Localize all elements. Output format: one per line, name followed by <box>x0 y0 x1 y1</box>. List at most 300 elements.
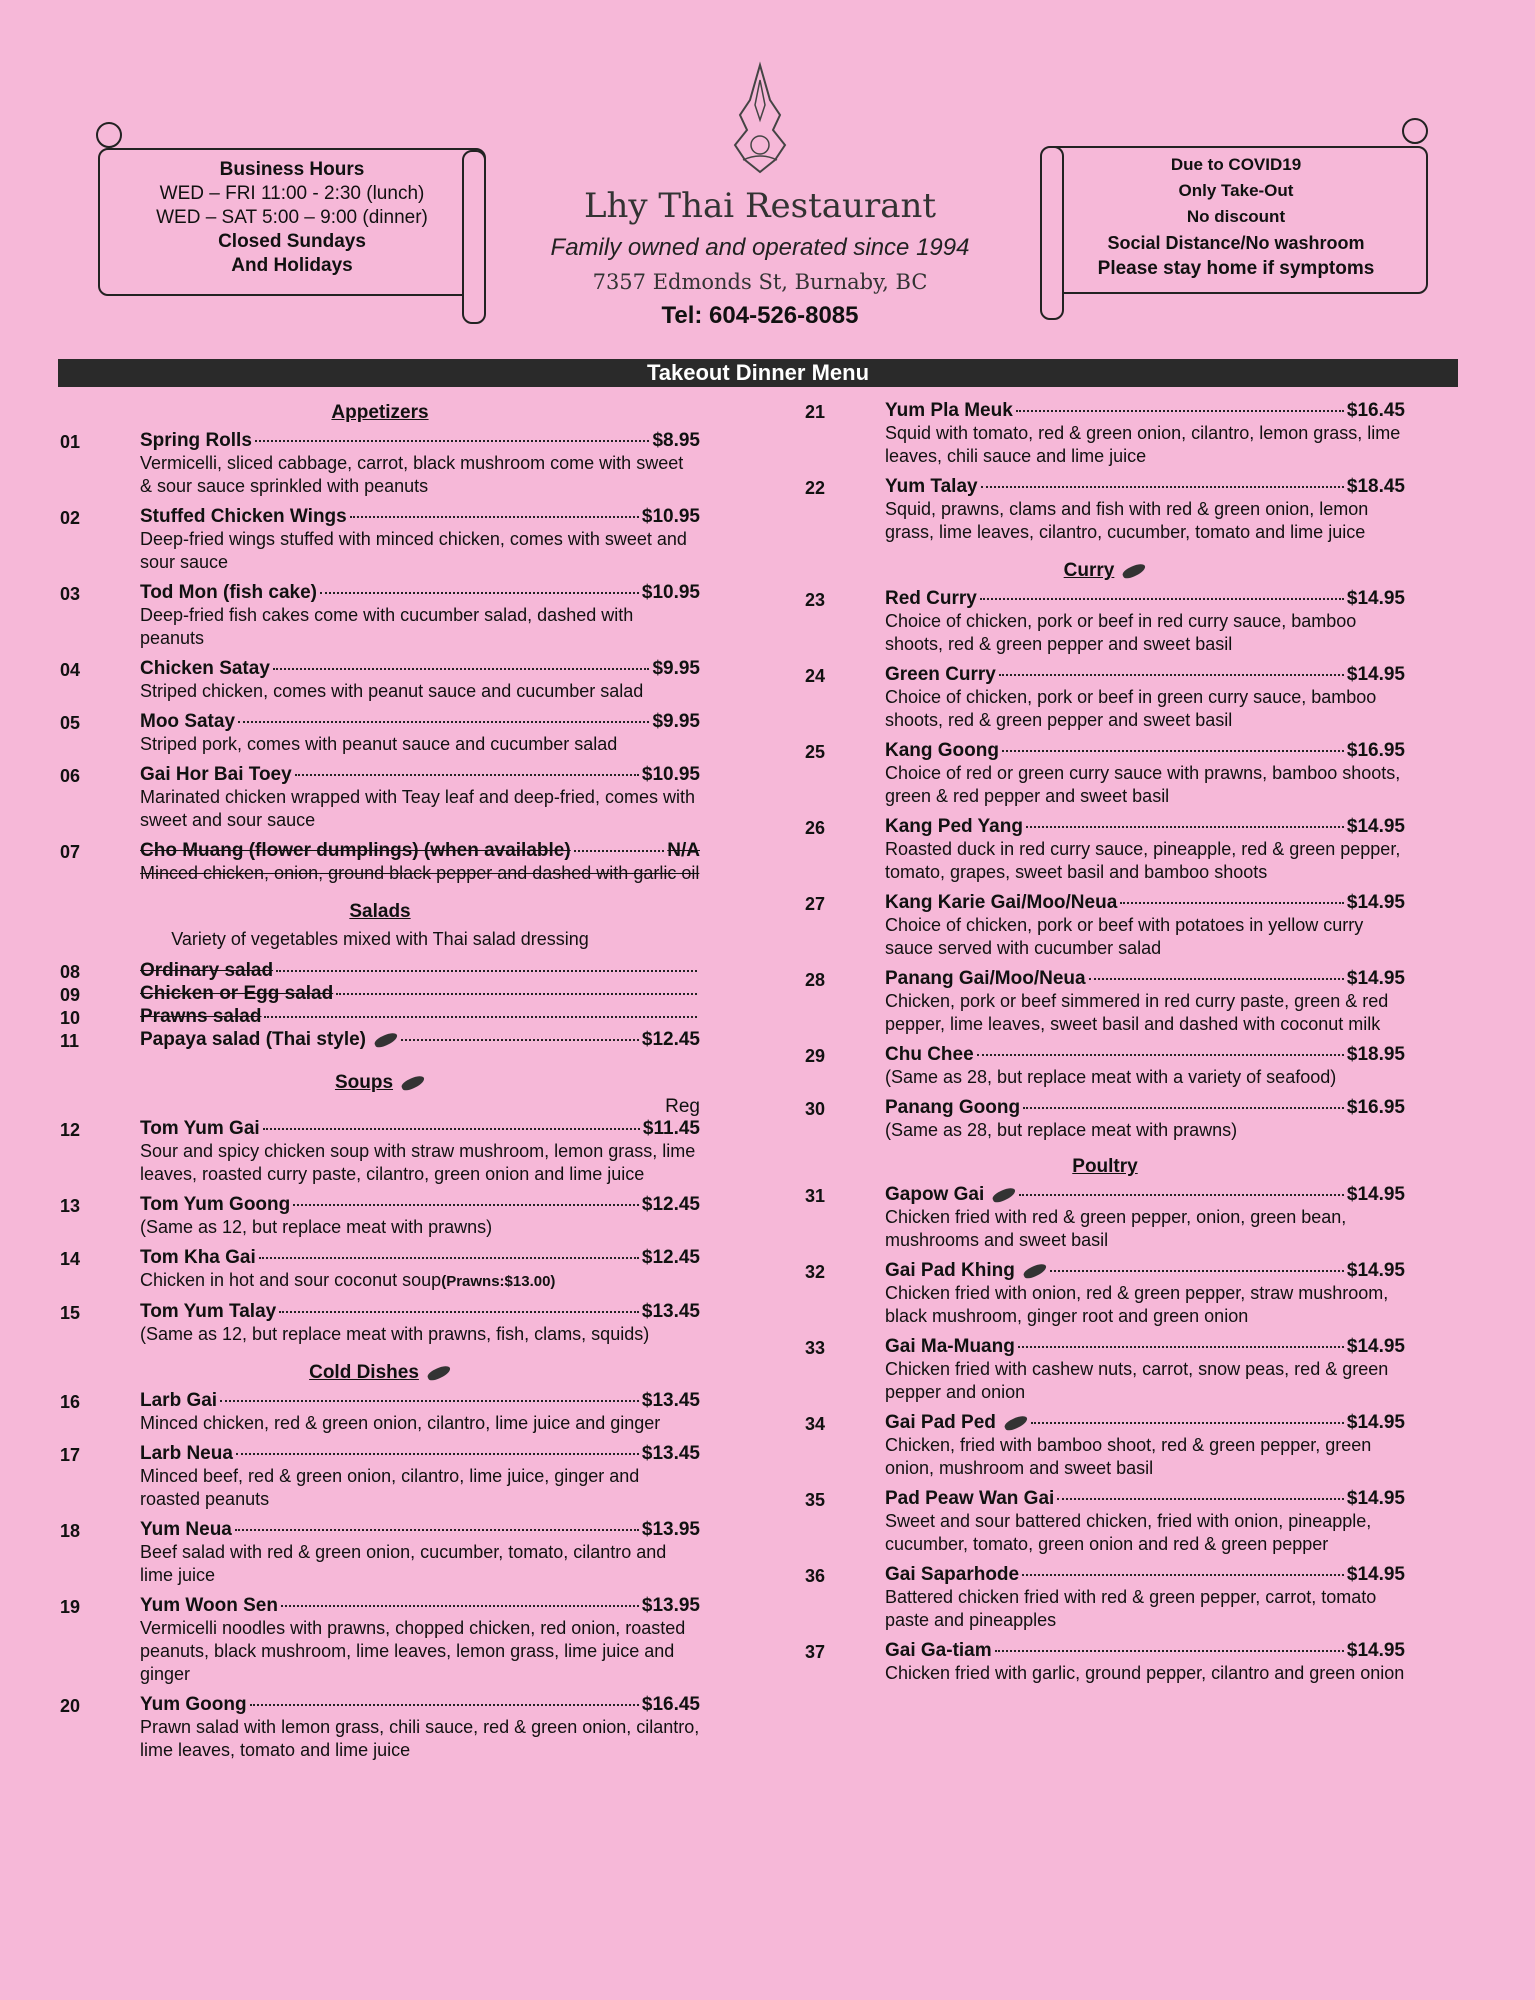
item-number: 33 <box>805 1338 826 1358</box>
item-number: 11 <box>60 1031 80 1051</box>
salads-subtitle: Variety of vegetables mixed with Thai salad dressing <box>171 929 589 949</box>
notice-line: Only Take-Out <box>1178 181 1294 200</box>
item-body <box>885 1640 1405 1685</box>
item-body <box>885 476 1405 544</box>
item-number: 13 <box>60 1196 81 1216</box>
item-name-line <box>885 1044 1405 1066</box>
dot-leader <box>981 486 1344 488</box>
item-number: 12 <box>60 1120 81 1140</box>
item-name-line <box>885 1564 1405 1586</box>
chili-pepper-icon <box>400 1073 426 1092</box>
item-description-text: Prawn salad with lemon grass, chili sauce, red & green onion, cilantro, lime leaves, tomato and lime juice <box>140 1717 700 1760</box>
item-number: 23 <box>805 590 826 610</box>
soups-list <box>60 1118 700 1346</box>
item-body <box>140 430 700 498</box>
item-price: $18.45 <box>1346 476 1405 497</box>
item-price: $10.95 <box>641 764 700 785</box>
item-price: $10.95 <box>641 582 700 603</box>
item-name-line <box>140 1301 700 1323</box>
item-name-line <box>140 840 700 862</box>
item-description-text: Choice of chicken, pork or beef in red curry sauce, bamboo shoots, red & green pepper and sweet basil <box>885 611 1357 654</box>
item-description <box>885 686 1405 732</box>
section-title-curry <box>805 560 1405 582</box>
menu-item <box>805 1184 1405 1252</box>
item-description-text: Squid with tomato, red & green onion, cilantro, lemon grass, lime leaves, chili sauce and lime juice <box>885 423 1401 466</box>
item-description <box>140 1465 700 1511</box>
item-name-line <box>140 764 700 786</box>
item-number: 27 <box>805 894 826 914</box>
item-body <box>140 1029 700 1052</box>
item-body <box>885 1336 1405 1404</box>
item-description <box>885 498 1405 544</box>
item-price: $8.95 <box>652 430 700 451</box>
dot-leader <box>980 598 1344 600</box>
item-description-text: (Same as 28, but replace meat with prawns) <box>885 1120 1238 1140</box>
item-number: 28 <box>805 970 826 990</box>
item-description-text: Sweet and sour battered chicken, fried with onion, pineapple, cucumber, tomato, green onion and red & green pepper <box>885 1511 1372 1554</box>
curry-list <box>805 588 1405 1142</box>
dot-leader <box>1089 978 1344 980</box>
item-name-line <box>885 740 1405 762</box>
item-body <box>140 1694 700 1762</box>
item-description <box>885 1662 1405 1685</box>
dot-leader <box>995 1650 1344 1652</box>
item-body <box>885 1488 1405 1556</box>
item-price: $9.95 <box>652 711 700 732</box>
item-description-text: Striped pork, comes with peanut sauce and cucumber salad <box>140 734 618 754</box>
item-body <box>885 1184 1405 1252</box>
item-description <box>885 1066 1405 1089</box>
item-name: Spring Rolls <box>140 430 252 451</box>
item-price: $14.95 <box>1346 1564 1405 1585</box>
item-description <box>140 1216 700 1239</box>
section-title-cold <box>60 1362 700 1384</box>
notice-line: Please stay home if symptoms <box>1097 258 1375 279</box>
item-name: Yum Woon Sen <box>140 1595 278 1616</box>
item-name: Cho Muang (flower dumplings) (when available) <box>140 840 571 861</box>
item-price: $16.45 <box>1346 400 1405 421</box>
section-title-poultry: Poultry <box>1072 1156 1138 1177</box>
dot-leader <box>250 1704 639 1706</box>
item-name-line <box>885 664 1405 686</box>
item-name: Red Curry <box>885 588 977 609</box>
item-number: 14 <box>60 1249 81 1269</box>
item-description <box>885 610 1405 656</box>
item-name-line <box>885 1336 1405 1358</box>
notice-line: No discount <box>1186 207 1286 226</box>
menu-item <box>805 1044 1405 1089</box>
cold-dishes-list-continued <box>805 400 1405 544</box>
item-price: $9.95 <box>652 658 700 679</box>
menu-item <box>805 400 1405 468</box>
item-price: $14.95 <box>1346 1260 1405 1281</box>
dot-leader <box>255 440 650 442</box>
menu-item <box>805 1564 1405 1632</box>
chili-pepper-icon <box>1022 1261 1048 1280</box>
item-number: 29 <box>805 1046 826 1066</box>
restaurant-tagline: Family owned and operated since 1994 <box>550 234 970 261</box>
item-price: $13.95 <box>641 1595 700 1616</box>
item-number: 06 <box>60 766 81 786</box>
chili-pepper-icon <box>1003 1413 1029 1432</box>
hours-holidays: And Holidays <box>231 255 353 276</box>
item-price: $14.95 <box>1346 588 1405 609</box>
item-description <box>885 838 1405 884</box>
item-extra-price: (Prawns:$13.00) <box>441 1273 556 1290</box>
notice-line: Social Distance/No washroom <box>1107 233 1365 253</box>
item-description-text: Sour and spicy chicken soup with straw mushroom, lemon grass, lime leaves, roasted curry paste, cilantro, green onion and lime juice <box>140 1141 696 1184</box>
item-number: 21 <box>805 402 826 422</box>
chili-pepper-icon <box>991 1185 1017 1204</box>
item-name: Kang Ped Yang <box>885 816 1023 837</box>
item-price: N/A <box>667 840 700 861</box>
dot-leader <box>1023 1107 1344 1109</box>
item-name: Tod Mon (fish cake) <box>140 582 317 603</box>
item-name: Gai Pad Khing <box>885 1260 1015 1281</box>
item-description <box>885 990 1405 1036</box>
item-price: $14.95 <box>1346 1412 1405 1433</box>
item-price: $13.95 <box>641 1519 700 1540</box>
menu-item <box>805 664 1405 732</box>
menu-item <box>805 1260 1405 1328</box>
item-name: Prawns salad <box>140 1006 262 1027</box>
menu-item <box>805 1336 1405 1404</box>
menu-item <box>805 1097 1405 1142</box>
dot-leader <box>350 516 639 518</box>
dot-leader <box>574 850 665 852</box>
item-number: 26 <box>805 818 826 838</box>
item-body <box>140 840 700 885</box>
menu-item <box>805 1488 1405 1556</box>
item-name-line <box>885 400 1405 422</box>
item-body <box>140 1301 700 1346</box>
item-number: 03 <box>60 584 81 604</box>
item-name-line <box>885 968 1405 990</box>
dot-leader <box>1057 1498 1344 1500</box>
menu-item <box>60 506 700 574</box>
item-price: $14.95 <box>1346 1640 1405 1661</box>
item-description-text: Battered chicken fried with red & green pepper, carrot, tomato paste and pineapples <box>885 1587 1377 1630</box>
item-number: 18 <box>60 1521 81 1541</box>
item-price: $10.95 <box>641 506 700 527</box>
item-description <box>140 1716 700 1762</box>
poultry-list <box>805 1184 1405 1685</box>
item-number: 19 <box>60 1597 81 1617</box>
item-name: Tom Yum Talay <box>140 1301 277 1322</box>
item-description-text: Beef salad with red & green onion, cucumber, tomato, cilantro and lime juice <box>140 1542 667 1585</box>
item-body <box>140 711 700 756</box>
item-price: $12.45 <box>641 1247 700 1268</box>
item-body <box>140 1194 700 1239</box>
item-number: 09 <box>60 985 81 1005</box>
item-name-line <box>885 588 1405 610</box>
item-name: Kang Karie Gai/Moo/Neua <box>885 892 1118 913</box>
item-body <box>885 1097 1405 1142</box>
scroll-curl-icon <box>96 122 122 148</box>
dot-leader <box>236 1453 639 1455</box>
item-name-line <box>140 1595 700 1617</box>
menu-item <box>60 658 700 703</box>
item-price: $14.95 <box>1346 816 1405 837</box>
regular-size-label: Reg <box>665 1096 700 1117</box>
item-name: Green Curry <box>885 664 996 685</box>
dot-leader <box>220 1400 639 1402</box>
item-name-line <box>140 1694 700 1716</box>
item-body <box>140 1390 700 1435</box>
item-name: Chicken or Egg salad <box>140 983 334 1004</box>
item-description-text: Minced chicken, onion, ground black pepper and dashed with garlic oil <box>140 863 700 883</box>
item-description <box>140 786 700 832</box>
cold-dishes-list <box>60 1390 700 1762</box>
menu-item <box>805 816 1405 884</box>
dot-leader <box>295 774 639 776</box>
item-description-text: Chicken fried with red & green pepper, onion, green bean, mushrooms and sweet basil <box>885 1207 1347 1250</box>
item-name: Gai Pad Ped <box>885 1412 996 1433</box>
menu-left-column <box>60 402 700 1770</box>
item-number: 20 <box>60 1696 81 1716</box>
item-description <box>140 1323 700 1346</box>
menu-item <box>60 430 700 498</box>
scroll-curl-icon <box>1402 118 1428 144</box>
menu-item <box>60 1247 700 1293</box>
menu-item <box>60 1519 700 1587</box>
item-name-line <box>885 1640 1405 1662</box>
item-description <box>140 1412 700 1435</box>
dot-leader <box>1050 1270 1344 1272</box>
item-name: Moo Satay <box>140 711 236 732</box>
item-name: Gapow Gai <box>885 1184 985 1205</box>
item-name: Ordinary salad <box>140 960 274 981</box>
item-name-line <box>885 816 1405 838</box>
item-description <box>140 1140 700 1186</box>
dot-leader <box>293 1204 639 1206</box>
item-description <box>140 862 700 885</box>
item-name-line <box>140 960 700 982</box>
item-number: 15 <box>60 1303 81 1323</box>
item-price: $14.95 <box>1346 1488 1405 1509</box>
item-name: Chicken Satay <box>140 658 270 679</box>
item-number: 01 <box>60 432 81 452</box>
soups-title: Soups <box>334 1072 394 1093</box>
item-name: Yum Pla Meuk <box>885 400 1013 421</box>
item-price: $12.45 <box>641 1194 700 1215</box>
item-name-line <box>140 582 700 604</box>
restaurant-header <box>510 60 1010 330</box>
item-body <box>885 892 1405 960</box>
item-name: Yum Neua <box>140 1519 232 1540</box>
item-description-text: Choice of chicken, pork or beef with potatoes in yellow curry sauce served with cucumber salad <box>885 915 1364 958</box>
item-name: Gai Ma-Muang <box>885 1336 1015 1357</box>
item-name-line <box>140 430 700 452</box>
menu-title-banner: Takeout Dinner Menu <box>58 359 1458 387</box>
item-name-line <box>140 983 700 1005</box>
menu-item <box>60 764 700 832</box>
item-body <box>140 960 700 983</box>
dot-leader <box>279 1311 639 1313</box>
item-body <box>140 506 700 574</box>
item-description-text: Chicken fried with onion, red & green pepper, straw mushroom, black mushroom, ginger root and green onion <box>885 1283 1389 1326</box>
salads-list <box>60 960 700 1052</box>
item-price: $13.45 <box>641 1443 700 1464</box>
item-number: 08 <box>60 962 81 982</box>
dot-leader <box>999 674 1344 676</box>
menu-item <box>60 1029 700 1052</box>
scroll-rod-icon <box>1040 146 1064 320</box>
item-description <box>140 1617 700 1686</box>
item-description-text: Vermicelli, sliced cabbage, carrot, black mushroom come with sweet & sour sauce sprinkled with peanuts <box>140 453 684 496</box>
item-body <box>885 968 1405 1036</box>
item-number: 24 <box>805 666 826 686</box>
item-description-text: Minced beef, red & green onion, cilantro, lime juice, ginger and roasted peanuts <box>140 1466 640 1509</box>
item-price: $11.45 <box>642 1118 700 1139</box>
item-name-line <box>140 1443 700 1465</box>
item-number: 16 <box>60 1392 81 1412</box>
item-description <box>885 1206 1405 1252</box>
item-description-text: Chicken, fried with bamboo shoot, red & green pepper, green onion, mushroom and sweet basil <box>885 1435 1372 1478</box>
item-name-line <box>140 658 700 680</box>
item-price: $14.95 <box>1346 892 1405 913</box>
item-number: 34 <box>805 1414 826 1434</box>
restaurant-phone: Tel: 604-526-8085 <box>661 302 859 329</box>
hours-closed: Closed Sundays <box>218 231 366 252</box>
menu-item <box>805 968 1405 1036</box>
covid-notice-box <box>1044 146 1428 294</box>
item-body <box>885 1044 1405 1089</box>
menu-right-column <box>805 400 1405 1693</box>
item-name-line <box>885 1097 1405 1119</box>
item-price: $14.95 <box>1346 1336 1405 1357</box>
item-name-line <box>885 1412 1405 1434</box>
menu-item <box>805 892 1405 960</box>
dot-leader <box>1019 1194 1344 1196</box>
item-description <box>140 733 700 756</box>
item-price: $13.45 <box>641 1390 700 1411</box>
item-name: Tom Kha Gai <box>140 1247 256 1268</box>
item-name-line <box>140 1247 700 1269</box>
item-number: 07 <box>60 842 81 862</box>
menu-item <box>60 983 700 1006</box>
cold-title: Cold Dishes <box>309 1362 419 1383</box>
dot-leader <box>401 1039 639 1041</box>
item-name-line <box>140 1194 700 1216</box>
item-number: 36 <box>805 1566 826 1586</box>
item-description-text: Chicken fried with cashew nuts, carrot, snow peas, red & green pepper and onion <box>885 1359 1389 1402</box>
dot-leader <box>320 592 639 594</box>
dot-leader <box>235 1529 639 1531</box>
section-title-salads: Salads <box>349 901 411 922</box>
item-body <box>885 740 1405 808</box>
notice-line: Due to COVID19 <box>1170 155 1302 174</box>
item-number: 10 <box>60 1008 81 1028</box>
item-body <box>140 1443 700 1511</box>
item-body <box>140 1118 700 1186</box>
item-body <box>885 664 1405 732</box>
scroll-rod-icon <box>462 150 486 324</box>
dot-leader <box>336 993 697 995</box>
item-price: $13.45 <box>641 1301 700 1322</box>
item-name-line <box>885 892 1405 914</box>
item-description-text: Chicken in hot and sour coconut soup <box>140 1270 442 1290</box>
dot-leader <box>273 668 650 670</box>
item-name: Yum Goong <box>140 1694 247 1715</box>
dot-leader <box>259 1257 639 1259</box>
menu-item <box>805 1640 1405 1685</box>
chili-pepper-icon <box>426 1363 452 1382</box>
item-description-text: (Same as 28, but replace meat with a variety of seafood) <box>885 1067 1337 1087</box>
item-description <box>885 422 1405 468</box>
item-number: 32 <box>805 1262 826 1282</box>
menu-item <box>60 1118 700 1186</box>
hours-dinner: WED – SAT 5:00 – 9:00 (dinner) <box>156 207 428 228</box>
item-description <box>885 1358 1405 1404</box>
menu-item <box>60 840 700 885</box>
item-body <box>140 1247 700 1293</box>
menu-item <box>60 960 700 983</box>
item-description-text: Roasted duck in red curry sauce, pineapple, red & green pepper, tomato, grapes, sweet basil and bamboo shoots <box>885 839 1401 882</box>
item-description-text: Minced chicken, red & green onion, cilantro, lime juice and ginger <box>140 1413 661 1433</box>
item-price: $12.45 <box>641 1029 700 1050</box>
menu-item <box>60 1006 700 1029</box>
hours-lunch: WED – FRI 11:00 - 2:30 (lunch) <box>159 183 425 204</box>
menu-item <box>60 711 700 756</box>
dot-leader <box>1120 902 1344 904</box>
item-description-text: Deep-fried fish cakes come with cucumber salad, dashed with peanuts <box>140 605 634 648</box>
item-price: $18.95 <box>1346 1044 1405 1065</box>
item-body <box>885 1412 1405 1480</box>
restaurant-address: 7357 Edmonds St, Burnaby, BC <box>592 270 928 294</box>
item-name: Pad Peaw Wan Gai <box>885 1488 1055 1509</box>
item-body <box>140 1595 700 1686</box>
item-name: Tom Yum Goong <box>140 1194 291 1215</box>
item-body <box>140 983 700 1006</box>
dot-leader <box>1031 1422 1344 1424</box>
item-description <box>885 1510 1405 1556</box>
menu-item <box>60 1694 700 1762</box>
item-price: $14.95 <box>1346 664 1405 685</box>
item-description <box>885 1119 1405 1142</box>
item-description-text: Choice of red or green curry sauce with prawns, bamboo shoots, green & red pepper and sweet basil <box>885 763 1401 806</box>
item-name-line <box>885 1488 1405 1510</box>
item-body <box>140 1006 700 1029</box>
item-name-line <box>140 1118 700 1140</box>
item-name: Stuffed Chicken Wings <box>140 506 347 527</box>
dot-leader <box>977 1054 1344 1056</box>
item-price: $16.95 <box>1346 740 1405 761</box>
business-hours-box <box>98 148 486 296</box>
item-description-text: Marinated chicken wrapped with Teay leaf and deep-fried, comes with sweet and sour sauce <box>140 787 695 830</box>
item-description <box>885 1586 1405 1632</box>
item-body <box>140 1519 700 1587</box>
item-body <box>140 764 700 832</box>
curry-title: Curry <box>1063 560 1115 581</box>
item-name-line <box>885 1184 1405 1206</box>
item-name-line <box>885 476 1405 498</box>
item-description <box>140 452 700 498</box>
item-name: Larb Neua <box>140 1443 233 1464</box>
item-name: Gai Hor Bai Toey <box>140 764 292 785</box>
item-description-text: Striped chicken, comes with peanut sauce and cucumber salad <box>140 681 644 701</box>
item-price: $16.95 <box>1346 1097 1405 1118</box>
dot-leader <box>1022 1574 1344 1576</box>
item-description <box>140 680 700 703</box>
menu-item <box>60 1595 700 1686</box>
section-title-appetizers: Appetizers <box>331 402 429 423</box>
item-price: $16.45 <box>641 1694 700 1715</box>
item-name: Gai Ga-tiam <box>885 1640 992 1661</box>
item-number: 05 <box>60 713 81 733</box>
item-number: 25 <box>805 742 826 762</box>
item-name-line <box>885 1260 1405 1282</box>
